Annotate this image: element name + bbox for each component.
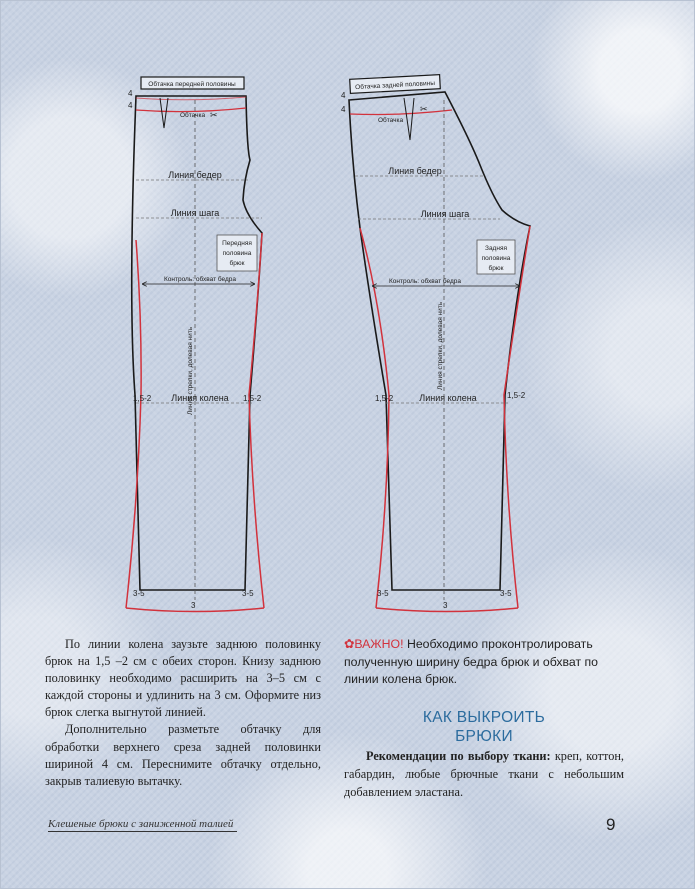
front-facing-label: Обтачка [180,112,206,119]
back-piece-label-3: брюк [488,265,504,272]
front-right-red [249,233,264,608]
front-knee-right: 1,5-2 [243,394,262,403]
svg-text:✂: ✂ [210,110,218,120]
back-marker-top: 4 [341,91,346,100]
front-piece-label-1: Передняя [222,240,252,247]
gear-icon: ✿ [344,637,355,651]
recommendation-label: Рекомендации по выбору ткани: [366,749,551,763]
instructions-paragraph-2: Дополнительно разметьте обтачку для обработки верхнего среза задней половинки шириной 4 см. Переснимите обтачку отдельно, закрыв талиевую вытачку. [45,722,321,788]
fabric-recommendation [344,747,624,801]
back-hem-center: 3 [443,601,448,610]
page-number: 9 [606,815,616,834]
recommendation-text: креп, коттон, габардин, любые брючные ткани с небольшим добавлением эластана. [344,749,625,799]
back-control-label: Контроль: обхват бедра [389,278,461,285]
front-crotch-line-label: Линия шага [170,208,220,218]
back-piece-label-1: Задняя [485,245,507,252]
front-knee-left: 1,5-2 [133,394,152,403]
important-text: Необходимо проконтролировать полученную ширину бедра брюк и обхват по линии колена брюк. [344,637,599,686]
front-knee-line-label: Линия колена [171,393,229,403]
front-hem-left: 3-5 [133,589,145,598]
back-facing-line [350,110,452,115]
back-left-red [360,228,389,608]
front-grain-label: Линия стрелки, долевая нить [187,326,194,415]
back-pattern [341,75,530,612]
back-hip-line-label: Линия бедер [388,166,442,176]
back-right-red [504,226,530,608]
front-waistband-label: Обтачка передней половины [148,81,236,88]
back-knee-right: 1,5-2 [507,391,526,400]
important-note [344,636,624,689]
back-hem-left: 3-5 [377,589,389,598]
front-marker-top: 4 [128,89,133,98]
back-marker-bottom: 4 [341,105,346,114]
back-piece-label-2: половина [481,255,511,262]
svg-text:✂: ✂ [420,104,428,114]
front-pattern [126,77,264,612]
back-knee-line-label: Линия колена [419,393,477,403]
section-heading [344,708,624,746]
front-hem-center: 3 [191,601,196,610]
back-crotch-line-label: Линия шага [420,209,470,219]
back-facing-label: Обтачка [378,117,404,124]
front-hem-right: 3-5 [242,589,254,598]
front-piece-label-3: брюк [229,260,245,267]
back-knee-left: 1,5-2 [375,394,394,403]
back-hem-right: 3-5 [500,589,512,598]
instructions-text [45,636,321,790]
section-heading-line-2: БРЮКИ [455,728,513,745]
instructions-paragraph-1: По линии колена заузьте заднюю половинку брюк на 1,5 –2 см с обеих сторон. Книзу заднюю половинку необходимо расширить на 3–5 см с каждой стороны и удлинить на 3 см. Оформите низ брюк слегка выгнутой линией. [45,637,321,720]
footer-title: Клешеные брюки с заниженной талией [48,818,237,832]
back-waistband-label: Обтачка задней половины [355,79,436,92]
section-heading-line-1: КАК ВЫКРОИТЬ [422,709,546,726]
front-hip-line-label: Линия бедер [168,170,222,180]
back-grain-label: Линия стрелки, долевая нить [437,301,444,390]
front-marker-bottom: 4 [128,101,133,110]
important-label: ВАЖНО! [354,637,404,651]
front-piece-label-2: половина [222,250,252,257]
front-control-label: Контроль: обхват бедра [164,276,236,283]
